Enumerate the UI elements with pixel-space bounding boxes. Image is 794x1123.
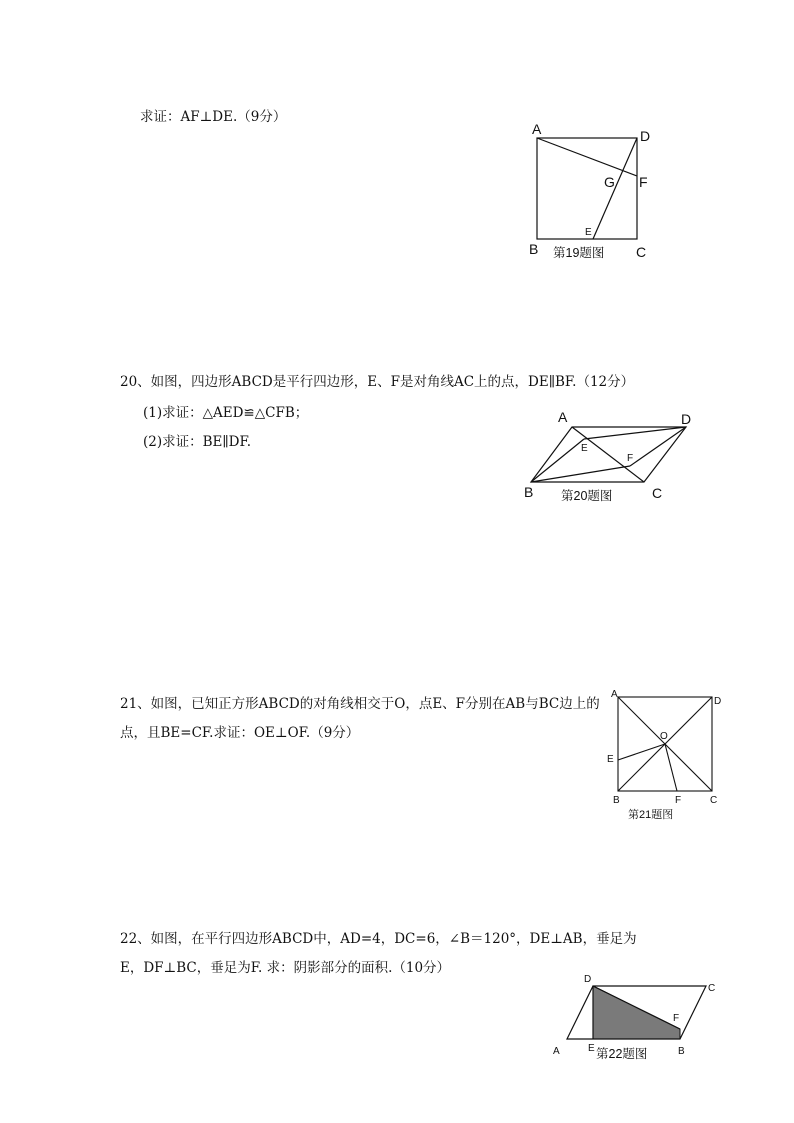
- q22-line2: E，DF⊥BC，垂足为F. 求：阴影部分的面积.（10分）: [120, 960, 451, 976]
- q19-segment-de: [593, 138, 637, 239]
- q22-label-e: E: [588, 1043, 595, 1054]
- q22-figure: [548, 968, 723, 1063]
- q19-figure: [520, 118, 660, 268]
- q22-shaded-region: [593, 986, 680, 1039]
- q20-caption: 第20题图: [561, 489, 613, 503]
- q21-figure: [600, 688, 730, 823]
- q19-caption: 第19题图: [553, 246, 605, 260]
- q21-line1: 21、如图，已知正方形ABCD的对角线相交于O，点E、F分别在AB与BC边上的: [120, 696, 600, 712]
- q20-label-c: C: [652, 485, 663, 501]
- q19-prove-line: 求证：AF⊥DE.（9分）: [140, 109, 287, 125]
- q20-label-a: A: [558, 409, 568, 425]
- q21-label-f: F: [675, 795, 682, 806]
- q20-label-f: F: [627, 453, 634, 464]
- q21-line2: 点，且BE=CF.求证：OE⊥OF.（9分）: [120, 725, 360, 741]
- q20-stem: 20、如图，四边形ABCD是平行四边形，E、F是对角线AC上的点，DE∥BF.（12分）: [120, 374, 635, 390]
- q21-caption: 第21题图: [628, 809, 674, 821]
- q19-label-c: C: [636, 244, 647, 260]
- q19-label-d: D: [640, 128, 651, 144]
- q20-segment-bf: [531, 466, 630, 482]
- q22-label-b: B: [678, 1046, 685, 1057]
- q21-segment-of: [665, 744, 677, 791]
- q22-label-d: D: [584, 974, 592, 985]
- q19-label-e: E: [585, 227, 592, 238]
- q22-label-f: F: [673, 1013, 680, 1024]
- q19-label-f: F: [639, 174, 648, 190]
- q21-label-e: E: [607, 754, 614, 765]
- q21-label-a: A: [611, 689, 618, 700]
- q20-part2: (2)求证：BE∥DF.: [143, 434, 252, 450]
- q21-label-o: O: [660, 731, 668, 742]
- q20-label-d: D: [681, 411, 692, 427]
- q19-square: [537, 138, 637, 239]
- q21-label-c: C: [710, 795, 718, 806]
- q19-segment-af: [537, 138, 637, 176]
- q21-label-d: D: [714, 696, 722, 707]
- q22-label-c: C: [708, 983, 716, 994]
- q20-figure: [515, 405, 700, 510]
- q19-label-a: A: [532, 121, 542, 137]
- q21-label-b: B: [613, 795, 620, 806]
- q22-line1: 22、如图，在平行四边形ABCD中，AD=4，DC=6，∠B＝120°，DE⊥AB，垂足为: [120, 931, 637, 947]
- q19-label-g: G: [604, 174, 615, 190]
- q20-part1: (1)求证：△AED≌△CFB；: [143, 405, 309, 421]
- q22-label-a: A: [553, 1046, 560, 1057]
- q21-segment-oe: [618, 744, 665, 760]
- q20-label-e: E: [581, 443, 588, 454]
- q22-caption: 第22题图: [596, 1047, 648, 1061]
- q19-label-b: B: [529, 241, 539, 257]
- q20-label-b: B: [524, 484, 534, 500]
